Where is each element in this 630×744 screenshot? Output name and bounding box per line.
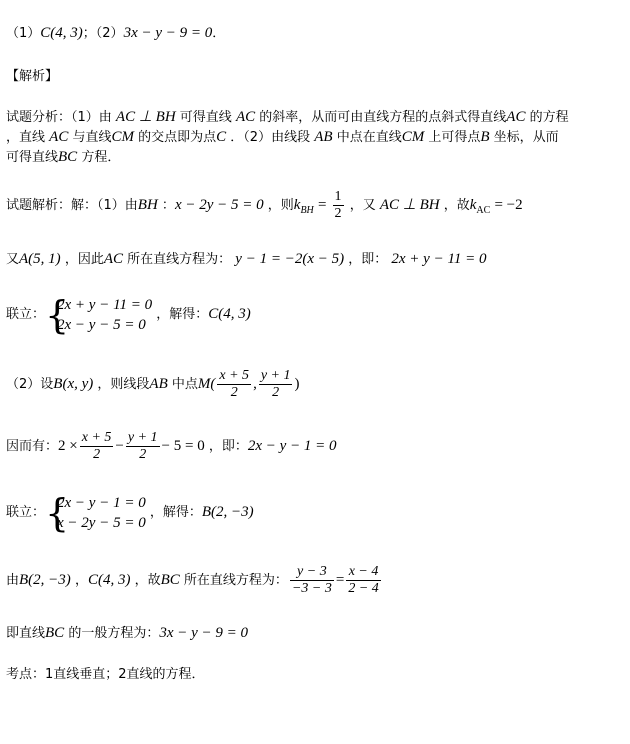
math <box>469 197 491 216</box>
text: 与直线 <box>72 130 112 145</box>
analysis-line-3 <box>6 148 120 167</box>
text: 联立： <box>6 505 46 520</box>
numerator: y + 1 <box>127 430 158 445</box>
subscript: BH <box>300 205 314 216</box>
equation-row: 2x + y − 11 = 0 <box>57 296 153 313</box>
text: 中点 <box>171 377 198 392</box>
math: x − 2y − 5 = 0 <box>174 197 264 213</box>
equation-row: 2x − y − 5 = 0 <box>57 316 146 333</box>
denominator: 2 <box>139 447 147 462</box>
math: AB <box>149 376 168 392</box>
text: 的方程 <box>529 110 569 125</box>
equation-row: 2x − y − 1 = 0 <box>57 494 146 511</box>
text: 可得直线 <box>6 150 59 165</box>
fraction <box>346 564 380 597</box>
math: AC <box>103 251 123 267</box>
math: 3x − y − 9 = 0 <box>159 625 249 641</box>
math: C <box>216 129 227 145</box>
text: ， <box>74 573 88 588</box>
brace-icon: { <box>45 292 70 337</box>
math: 2x − y − 1 = 0 <box>247 438 337 454</box>
solution-line-3 <box>6 294 251 335</box>
solution-line-6 <box>6 492 254 533</box>
math: AC ⊥ BH <box>379 197 440 213</box>
analysis-line-2 <box>6 128 559 147</box>
numerator: y − 3 <box>290 564 334 581</box>
solution-line-4 <box>6 366 299 403</box>
numerator: y + 1 <box>260 368 291 383</box>
math: AC <box>235 109 256 125</box>
numerator: x − 4 <box>346 564 380 581</box>
math: B <box>480 129 490 145</box>
math: BH <box>137 197 158 213</box>
math: A(5, 1) <box>19 251 61 267</box>
solution-line-7 <box>6 560 383 601</box>
text: 坐标，从而 <box>493 130 559 145</box>
equation-system <box>45 292 153 337</box>
analysis-line-1 <box>6 108 569 127</box>
text: ，解得： <box>156 307 209 322</box>
math: , <box>253 376 257 392</box>
math: = <box>335 572 345 588</box>
solution-line-1 <box>6 188 523 228</box>
text: 方程． <box>81 150 121 165</box>
denominator: 2 <box>334 206 342 221</box>
math: − 5 = 0 <box>161 438 205 454</box>
fraction <box>290 564 334 597</box>
math: BC <box>45 625 65 641</box>
solution-line-2 <box>6 250 486 269</box>
math: BC <box>160 572 180 588</box>
text: ，即： <box>208 439 248 454</box>
math: − <box>115 438 124 454</box>
text: ，即： <box>348 252 388 267</box>
equation-system <box>45 490 146 535</box>
subscript: AC <box>476 205 491 216</box>
text: ．（2）由线段 <box>230 130 311 145</box>
text: 的一般方程为： <box>68 626 160 641</box>
denominator: 2 <box>230 385 238 400</box>
math: k <box>469 197 477 213</box>
text: ，因此 <box>64 252 104 267</box>
text: ，直线 <box>6 130 46 145</box>
text: 的交点即为点 <box>138 130 217 145</box>
fraction <box>259 368 293 401</box>
fraction <box>217 368 251 401</box>
numerator: x + 5 <box>219 368 250 383</box>
answer-part1-label: （1） <box>6 26 41 41</box>
text: 的斜率，从而可由直线方程的点斜式得直线 <box>259 110 507 125</box>
math: B(2, −3) <box>19 572 71 588</box>
text: ，又 <box>349 198 376 213</box>
text: ，故 <box>443 198 470 213</box>
math: = −2 <box>494 197 523 213</box>
math: AC <box>49 129 69 145</box>
math: AC ⊥ BH <box>115 109 176 125</box>
analysis-header <box>6 68 58 86</box>
fraction <box>126 430 160 463</box>
text: （2）设 <box>6 377 54 392</box>
math: y − 1 = −2(x − 5) <box>235 251 345 267</box>
text: ： <box>161 198 175 213</box>
numerator: 1 <box>334 189 342 204</box>
text: ，则线段 <box>97 377 150 392</box>
text: 所在直线方程为： <box>127 252 232 267</box>
denominator: 2 <box>93 447 101 462</box>
text: 可得直线 <box>179 110 232 125</box>
math: B(2, −3) <box>201 504 254 520</box>
math: ) <box>294 376 300 392</box>
denominator: −3 − 3 <box>291 581 332 596</box>
answer-line <box>6 24 225 43</box>
answer-end: ． <box>212 26 226 41</box>
math: B(x, y) <box>53 376 94 392</box>
text: 试题解析：解：（1）由 <box>6 198 138 213</box>
math: AB <box>314 129 333 145</box>
text: 联立： <box>6 307 46 322</box>
numerator: x + 5 <box>81 430 112 445</box>
math: 2x + y − 11 = 0 <box>391 251 487 267</box>
text: 试题分析：（1）由 <box>6 110 112 125</box>
solution-line-5 <box>6 428 337 465</box>
solution-line-8 <box>6 624 248 643</box>
math: C(4, 3) <box>208 306 251 322</box>
text: 上可得点 <box>428 130 481 145</box>
math: = <box>317 197 327 213</box>
math: C(4, 3) <box>87 572 131 588</box>
fraction <box>333 189 344 222</box>
math: BC <box>58 149 78 165</box>
fraction <box>80 430 114 463</box>
knowledge-point <box>6 666 205 684</box>
brace-icon: { <box>45 490 70 535</box>
math: k <box>293 197 301 213</box>
text: 所在直线方程为： <box>183 573 288 588</box>
answer-point-c: C(4, 3) <box>40 25 83 41</box>
math: CM <box>401 129 425 145</box>
denominator: 2 − 4 <box>348 581 379 596</box>
text: ，故 <box>134 573 161 588</box>
denominator: 2 <box>272 385 280 400</box>
knowledge-point-text: 考点：1直线垂直；2直线的方程． <box>6 667 205 682</box>
answer-bc-equation: 3x − y − 9 = 0 <box>123 25 213 41</box>
text: 因而有： <box>6 439 59 454</box>
text: ，则 <box>267 198 294 213</box>
text: 又 <box>6 252 20 267</box>
math: 2 × <box>58 438 78 454</box>
math: M( <box>197 376 216 392</box>
text: 即直线 <box>6 626 46 641</box>
math <box>293 197 314 216</box>
answer-separator: ；（2） <box>82 26 124 41</box>
text: ，解得： <box>149 505 202 520</box>
text: 由 <box>6 573 20 588</box>
math: AC <box>506 109 526 125</box>
analysis-header-text: 【解析】 <box>6 69 59 84</box>
text: 中点在直线 <box>336 130 402 145</box>
equation-row: x − 2y − 5 = 0 <box>57 514 146 531</box>
math: CM <box>111 129 134 145</box>
